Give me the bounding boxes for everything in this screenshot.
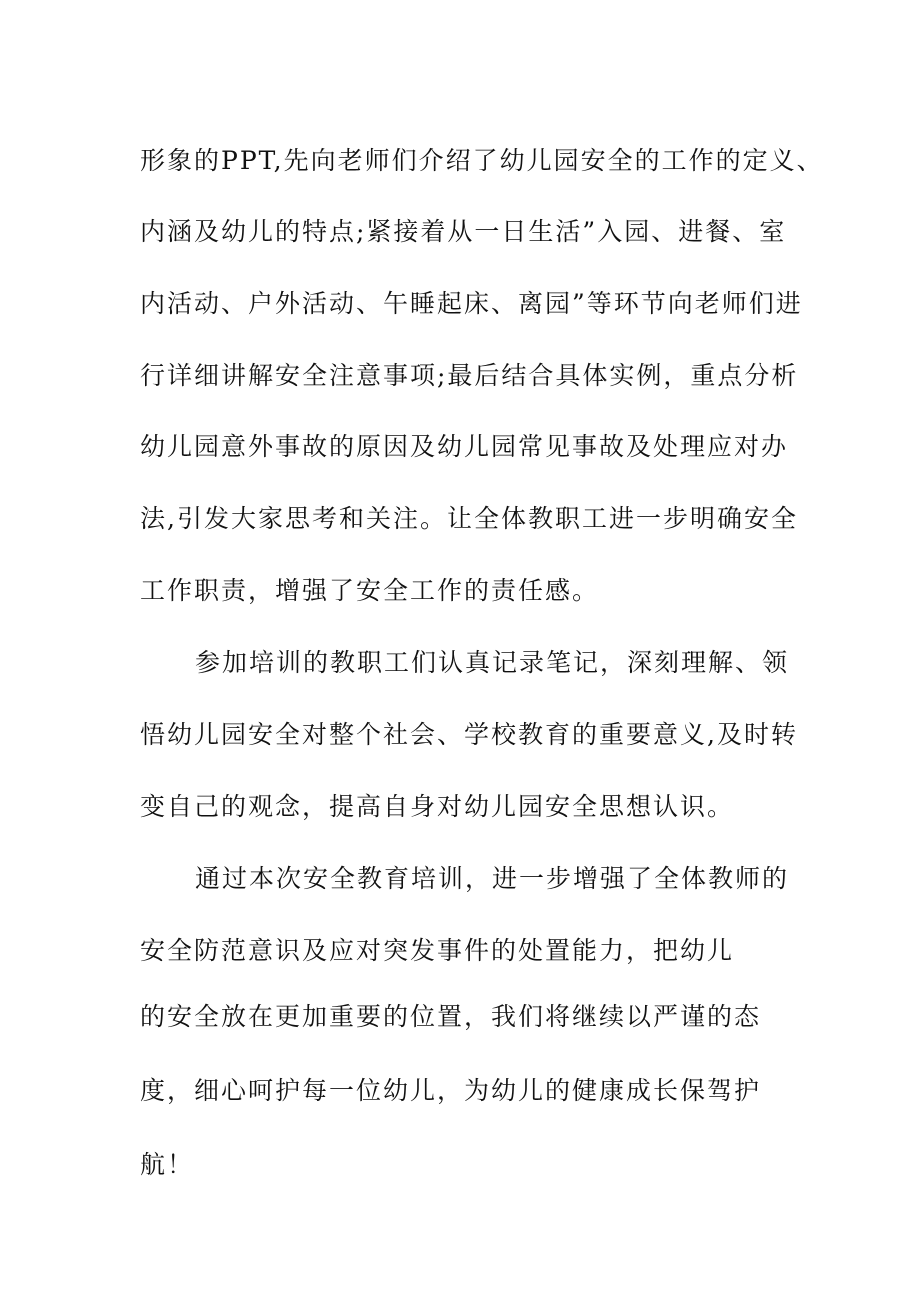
text-line-4: 行详细讲解安全注意事项;最后结合具体实例，重点分析	[140, 361, 799, 390]
text-line-7: 工作职责，增强了安全工作的责任感。	[140, 576, 600, 605]
text-line-2: 内涵及幼儿的特点;紧接着从一日生活”入园、进餐、室	[140, 217, 787, 246]
text-line-11: 通过本次安全教育培训，进一步增强了全体教师的	[195, 864, 790, 893]
text-line-12: 安全防范意识及应对突发事件的处置能力，把幼儿	[140, 936, 735, 965]
text-line-3: 内活动、户外活动、午睡起床、离园”等环节向老师们进	[140, 289, 803, 318]
text-line-9: 悟幼儿园安全对整个社会、学校教育的重要意义,及时转	[140, 720, 798, 749]
text-line-15: 航！	[140, 1150, 195, 1179]
text-line-1: 形象的PPT,先向老师们介绍了幼儿园安全的工作的定义、	[140, 146, 824, 175]
text-line-14: 度，细心呵护每一位幼儿，为幼儿的健康成长保驾护	[140, 1076, 762, 1105]
text-line-10: 变自己的观念，提高自身对幼儿园安全思想认识。	[140, 792, 735, 821]
text-line-13: 的安全放在更加重要的位置，我们将继续以严谨的态	[140, 1002, 762, 1031]
text-line-6: 法,引发大家思考和关注。让全体教职工进一步明确安全	[140, 504, 798, 533]
text-line-8: 参加培训的教职工们认真记录笔记，深刻理解、领	[195, 648, 790, 677]
text-line-5: 幼儿园意外事故的原因及幼儿园常见事故及处理应对办	[140, 432, 789, 461]
